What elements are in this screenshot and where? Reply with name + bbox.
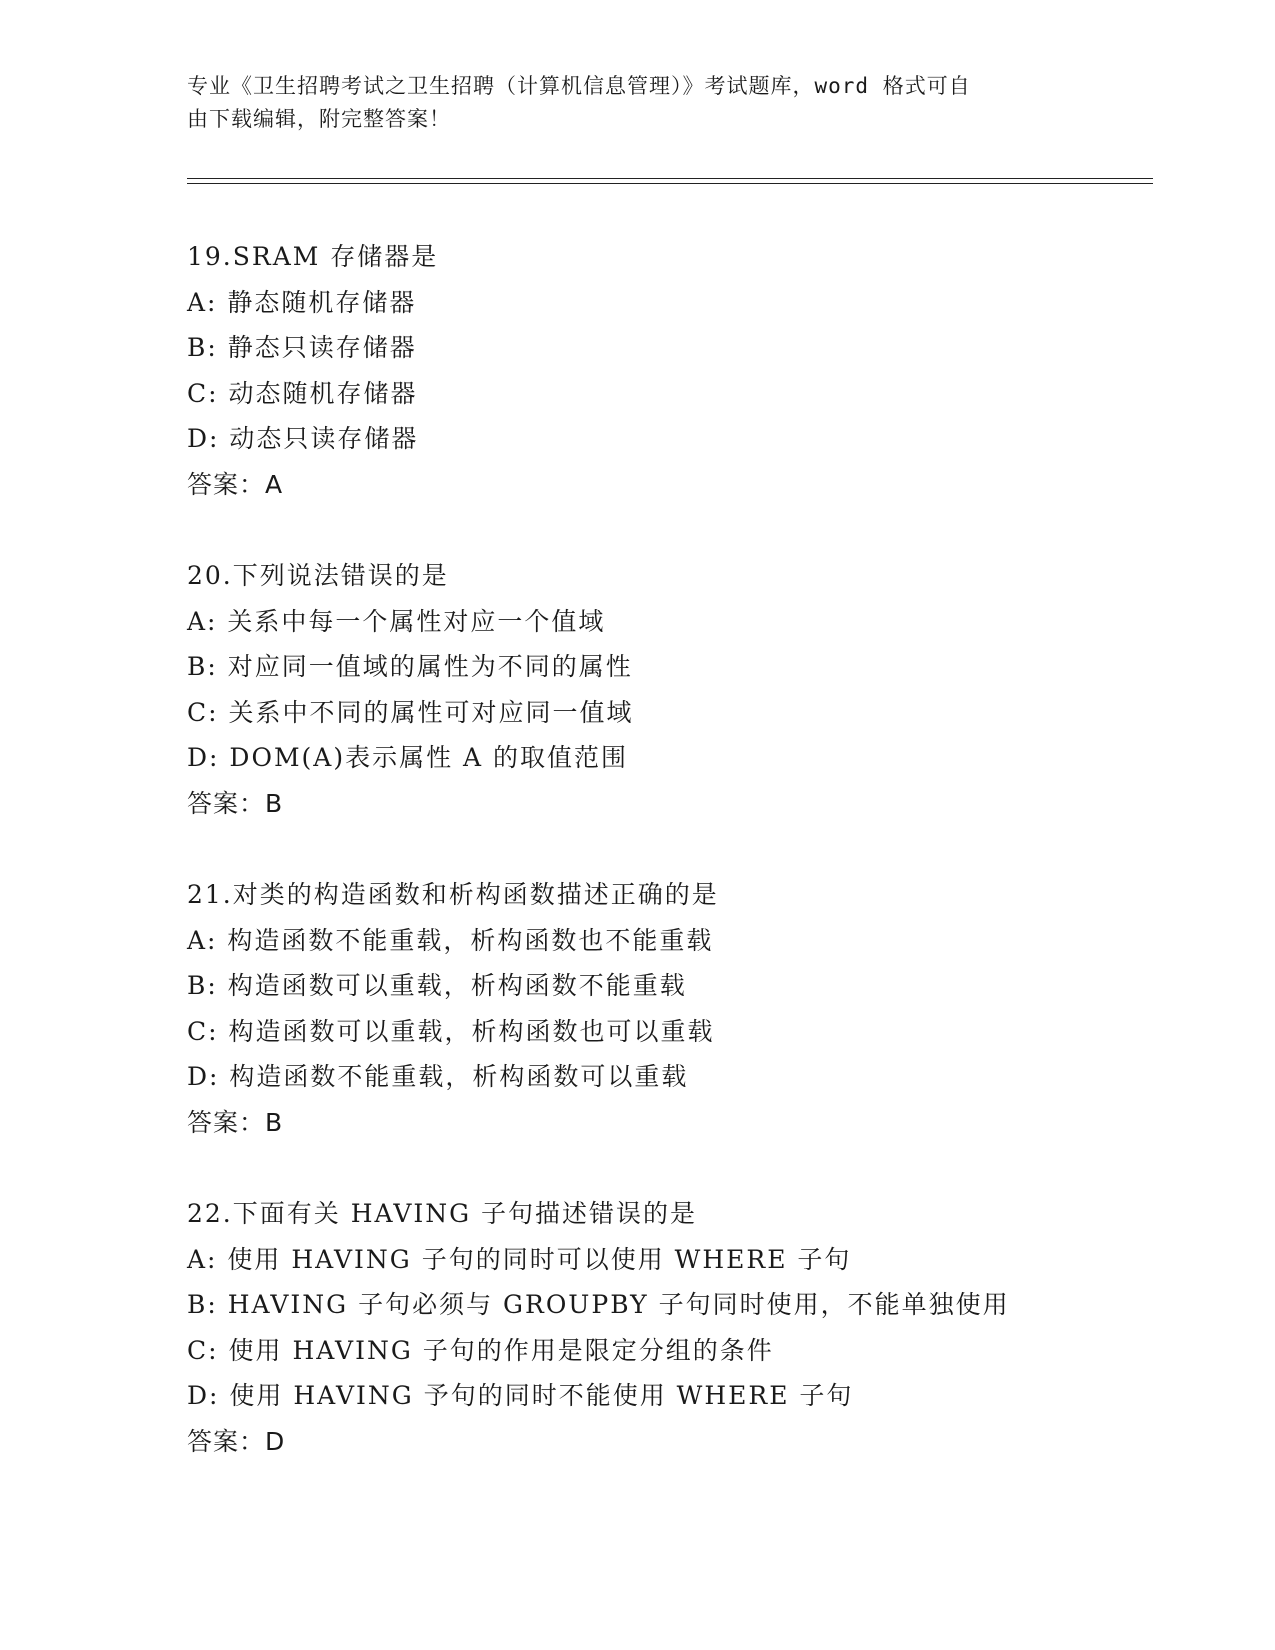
option-a: A: 静态随机存储器 — [187, 287, 417, 317]
option-d: D: 动态只读存储器 — [187, 424, 419, 453]
question-22 — [187, 1191, 1147, 1464]
option-a: A: 关系中每一个属性对应一个值域 — [187, 606, 606, 636]
option-b: B: HAVING 子句必须与 GROUPBY 子句同时使用，不能单独使用 — [187, 1290, 1010, 1319]
question-stem: 19.SRAM 存储器是 — [187, 242, 439, 271]
option-c: C: 动态随机存储器 — [187, 378, 418, 408]
option-c: C: 构造函数可以重载，析构函数也可以重载 — [187, 1016, 715, 1046]
question-stem: 21.对类的构造函数和析构函数描述正确的是 — [187, 880, 719, 909]
header-line-2: 由下载编辑，附完整答案！ — [187, 107, 451, 131]
option-c: C: 使用 HAVING 子句的作用是限定分组的条件 — [187, 1335, 774, 1365]
option-d: D: DOM(A)表示属性 A 的取值范围 — [187, 743, 629, 772]
question-stem: 20.下列说法错误的是 — [187, 561, 449, 590]
option-d: D: 使用 HAVING 予句的同时不能使用 WHERE 子句 — [187, 1381, 854, 1410]
document-header — [187, 70, 1067, 136]
option-b: B: 静态只读存储器 — [187, 333, 417, 362]
option-b: B: 构造函数可以重载，析构函数不能重载 — [187, 971, 687, 1000]
question-19 — [187, 234, 1147, 507]
option-a: A: 构造函数不能重载，析构函数也不能重载 — [187, 925, 714, 955]
option-d: D: 构造函数不能重载，析构函数可以重载 — [187, 1062, 689, 1091]
header-line-1: 专业《卫生招聘考试之卫生招聘（计算机信息管理）》考试题库，word 格式可自 — [187, 74, 971, 98]
header-rule-top — [187, 178, 1153, 179]
question-20 — [187, 553, 1147, 826]
answer: 答案：B — [187, 1107, 284, 1137]
answer: 答案：B — [187, 788, 284, 818]
option-a: A: 使用 HAVING 子句的同时可以使用 WHERE 子句 — [187, 1244, 852, 1274]
answer: 答案：A — [187, 469, 284, 499]
answer: 答案：D — [187, 1426, 286, 1456]
option-c: C: 关系中不同的属性可对应同一值域 — [187, 697, 634, 727]
option-b: B: 对应同一值域的属性为不同的属性 — [187, 652, 633, 681]
header-rule-bottom — [187, 183, 1153, 184]
question-21 — [187, 872, 1147, 1145]
question-stem: 22.下面有关 HAVING 子句描述错误的是 — [187, 1199, 698, 1228]
